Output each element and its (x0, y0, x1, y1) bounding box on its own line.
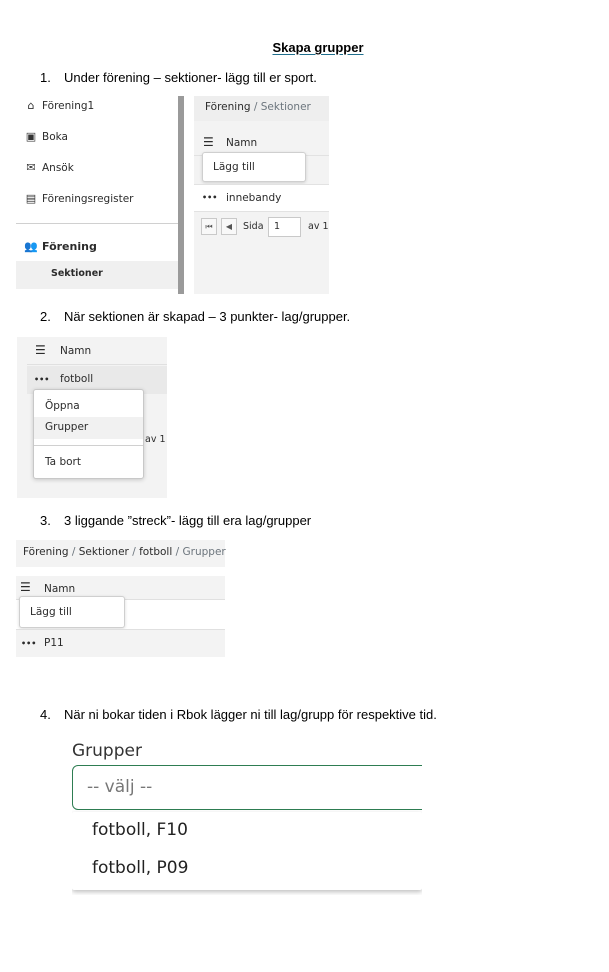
first-page-icon[interactable]: ⏮ (201, 218, 217, 235)
sidebar-item-label: Föreningsregister (42, 193, 134, 205)
sidebar-scrollbar[interactable] (178, 96, 184, 294)
dots-icon[interactable]: ••• (34, 375, 50, 384)
step-text: När sektionen är skapad – 3 punkter- lag/grupper. (64, 309, 351, 324)
prev-page-icon[interactable]: ◀ (221, 218, 237, 235)
grupper-select[interactable]: -- välj -- (72, 765, 422, 810)
pager-total: av 1 (308, 221, 329, 232)
book-icon: ▤ (25, 192, 37, 205)
row-context-menu (33, 389, 144, 479)
pager-label: Sida (243, 221, 264, 232)
breadcrumb (194, 96, 329, 121)
screenshot-group-select (72, 735, 422, 895)
breadcrumb-separator: / (132, 546, 136, 558)
menu-item-grupper[interactable] (34, 417, 143, 439)
table-row (16, 629, 225, 657)
menu-icon[interactable]: ☰ (35, 343, 46, 357)
sidebar-item-label: Sektioner (51, 268, 103, 279)
add-popup (19, 596, 125, 628)
column-header-namn: Namn (44, 583, 76, 595)
menu-item-oppna[interactable]: Öppna (45, 400, 80, 412)
row-name: fotboll (60, 373, 94, 385)
sidebar-item-sektioner[interactable] (16, 261, 178, 289)
step-text: Under förening – sektioner- lägg till er sport. (64, 70, 317, 85)
step-text: När ni bokar tiden i Rbok lägger ni till lag/grupp för respektive tid. (64, 707, 437, 722)
step-number: 3. (40, 513, 51, 528)
option-fotboll-p09[interactable]: fotboll, P09 (92, 858, 189, 878)
step-text: 3 liggande ”streck”- lägg till era lag/grupper (64, 513, 312, 528)
menu-item-ta-bort[interactable]: Ta bort (45, 456, 81, 468)
pager (194, 214, 329, 242)
row-name: innebandy (226, 192, 282, 204)
sidebar-section-label: Förening (42, 240, 97, 253)
pager-total: av 1 (145, 434, 166, 445)
calendar-icon: ▣ (25, 130, 37, 143)
step-3 (40, 513, 311, 528)
column-header-namn: Namn (60, 345, 92, 357)
screenshot-sektioner (16, 96, 329, 294)
step-1 (40, 70, 317, 85)
dots-icon[interactable]: ••• (202, 193, 218, 202)
sidebar-section-forening[interactable] (24, 240, 97, 253)
sidebar-item-boka[interactable] (24, 130, 68, 143)
breadcrumb-sektioner[interactable]: Sektioner (78, 546, 129, 558)
option-fotboll-f10[interactable]: fotboll, F10 (92, 820, 188, 840)
page-input[interactable]: 1 (268, 217, 301, 237)
screenshot-grupper (16, 540, 225, 662)
content-panel (194, 96, 329, 294)
step-2 (40, 309, 350, 324)
breadcrumb-separator: / (253, 101, 258, 113)
sidebar-item-forening1[interactable] (24, 99, 94, 112)
sidebar-item-label: Förening1 (42, 100, 95, 112)
column-header-namn: Namn (226, 137, 258, 149)
users-icon: 👥 (24, 240, 38, 253)
dots-icon[interactable]: ••• (21, 639, 37, 648)
menu-icon[interactable]: ☰ (20, 580, 31, 594)
sidebar-divider (16, 223, 178, 224)
breadcrumb-forening[interactable]: Förening (23, 546, 69, 558)
breadcrumb-forening[interactable]: Förening (205, 101, 251, 113)
sidebar-item-ansok[interactable] (24, 161, 74, 174)
row-name: P11 (44, 637, 64, 649)
table-row (194, 184, 329, 212)
add-button[interactable]: Lägg till (30, 606, 72, 618)
step-number: 2. (40, 309, 51, 324)
sidebar-item-foreningsregister[interactable] (24, 192, 134, 205)
breadcrumb-separator: / (71, 546, 76, 558)
step-4 (40, 707, 437, 722)
add-popup (202, 152, 306, 182)
add-button[interactable]: Lägg till (213, 161, 255, 173)
step-number: 4. (40, 707, 51, 722)
breadcrumb (16, 540, 225, 567)
sidebar-item-label: Boka (42, 131, 68, 143)
sidebar-item-label: Ansök (42, 162, 74, 174)
menu-item-label: Grupper (45, 421, 89, 433)
breadcrumb-grupper: Grupper (182, 546, 226, 558)
breadcrumb-fotboll[interactable]: fotboll (139, 546, 173, 558)
grupper-dropdown (72, 812, 422, 890)
document-title: Skapa grupper (272, 40, 364, 55)
step-number: 1. (40, 70, 51, 85)
grupper-label: Grupper (72, 741, 142, 761)
sidebar (16, 96, 178, 294)
home-icon: ⌂ (27, 99, 35, 112)
breadcrumb-separator: / (175, 546, 180, 558)
breadcrumb-sektioner: Sektioner (260, 101, 311, 113)
menu-icon[interactable]: ☰ (203, 135, 214, 149)
inbox-icon: ✉ (26, 161, 36, 174)
screenshot-row-menu (17, 337, 167, 498)
table-header (27, 337, 167, 365)
menu-divider (34, 445, 143, 446)
